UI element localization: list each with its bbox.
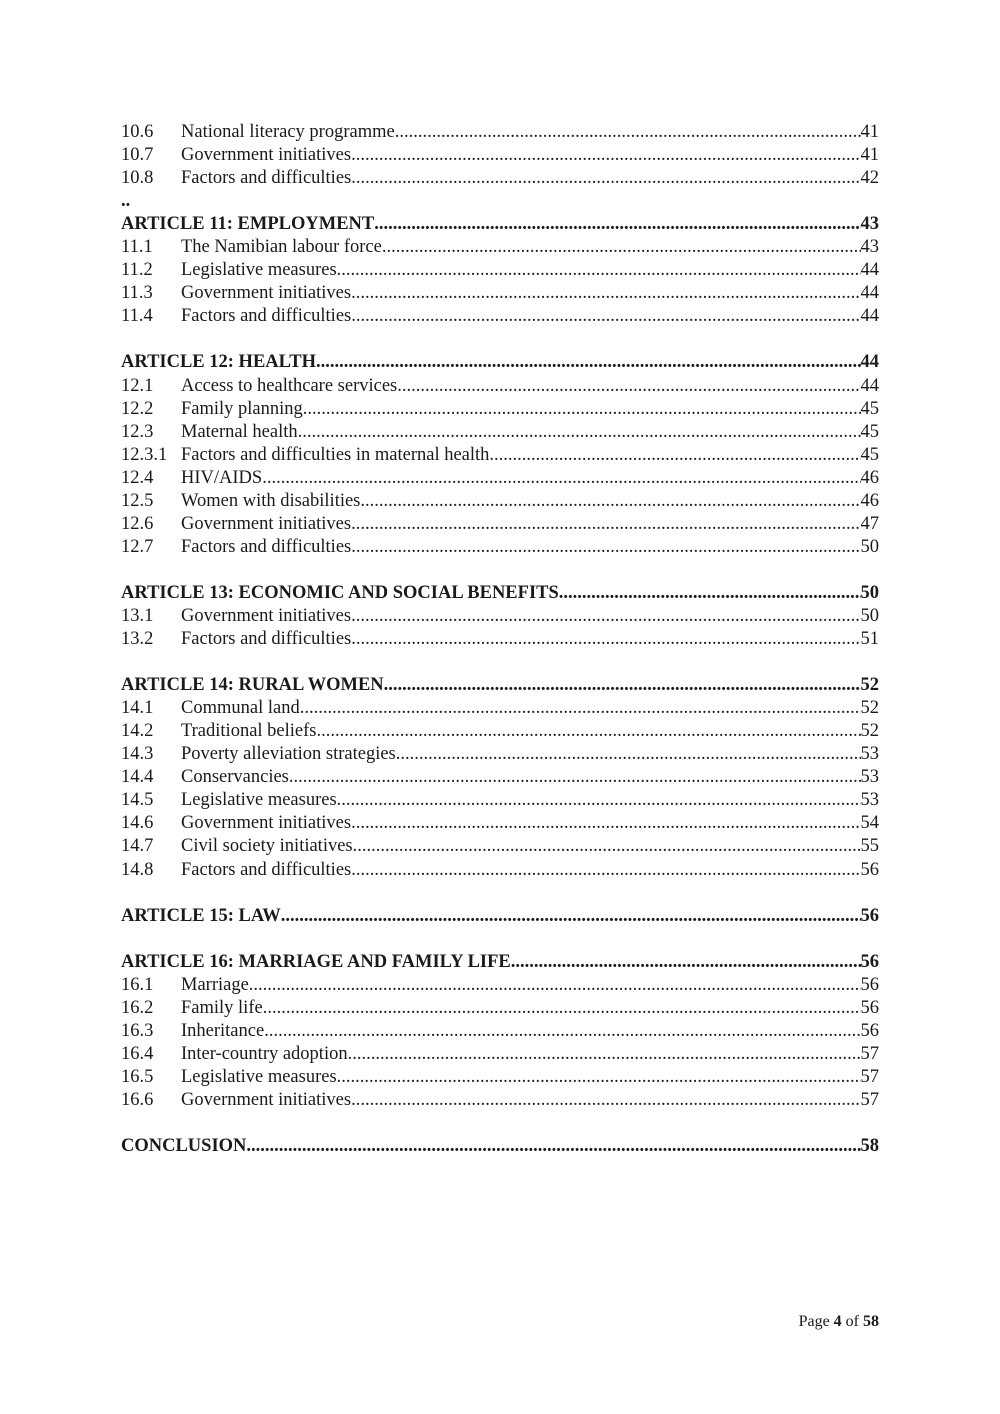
toc-entry-16-4[interactable]: 16.4 Inter-country adoption ..... 57 — [121, 1043, 879, 1066]
toc-entry-14-1[interactable]: 14.1 Communal land ..... 52 — [121, 697, 879, 720]
spacer — [121, 882, 879, 905]
dot-leader — [303, 398, 861, 421]
page-number-footer — [799, 1313, 879, 1331]
dot-leader — [300, 697, 861, 720]
dot-leader — [246, 1135, 860, 1158]
toc-entry-16-3[interactable]: 16.3 Inheritance ..... 56 — [121, 1020, 879, 1043]
dot-leader — [396, 743, 861, 766]
dot-leader — [281, 905, 861, 928]
toc-entry-14-4[interactable]: 14.4 Conservancies ..... 53 — [121, 766, 879, 789]
toc-article-14[interactable]: ARTICLE 14: RURAL WOMEN ..... 52 — [121, 674, 879, 697]
spacer — [121, 928, 879, 951]
spacer — [121, 651, 879, 674]
dot-leader — [351, 812, 860, 835]
dot-leader — [351, 628, 860, 651]
dot-leader — [351, 536, 860, 559]
dot-leader — [351, 282, 860, 305]
toc-entry-10-7[interactable]: 10.7 Government initiatives ..... 41 — [121, 144, 879, 167]
dot-leader — [351, 513, 860, 536]
current-page: 4 — [833, 1313, 842, 1330]
dot-leader — [397, 375, 860, 398]
toc-entry-12-3-1[interactable]: 12.3.1 Factors and difficulties in maternal health ..... 45 — [121, 444, 879, 467]
dot-leader — [360, 490, 860, 513]
toc-entry-13-1[interactable]: 13.1 Government initiatives ..... 50 — [121, 605, 879, 628]
toc-article-12[interactable]: ARTICLE 12: HEALTH ..... 44 — [121, 351, 879, 374]
toc-entry-11-1[interactable]: 11.1 The Namibian labour force ..... 43 — [121, 236, 879, 259]
toc-entry-14-6[interactable]: 14.6 Government initiatives ..... 54 — [121, 812, 879, 835]
dot-leader — [249, 974, 861, 997]
dot-leader — [264, 1020, 860, 1043]
footer-of: of — [845, 1313, 859, 1330]
total-pages: 58 — [863, 1313, 879, 1330]
toc-article-11[interactable]: ARTICLE 11: EMPLOYMENT ..... 43 — [121, 213, 879, 236]
toc-entry-16-2[interactable]: 16.2 Family life ..... 56 — [121, 997, 879, 1020]
toc-entry-14-7[interactable]: 14.7 Civil society initiatives ..... 55 — [121, 835, 879, 858]
dot-leader — [511, 951, 861, 974]
spacer — [121, 559, 879, 582]
toc-entry-10-6[interactable]: 10.6 National literacy programme ..... 41 — [121, 121, 879, 144]
toc-entry-11-3[interactable]: 11.3 Government initiatives ..... 44 — [121, 282, 879, 305]
dot-leader — [337, 259, 861, 282]
toc-entry-11-2[interactable]: 11.2 Legislative measures ..... 44 — [121, 259, 879, 282]
dot-leader — [298, 421, 861, 444]
toc-entry-14-3[interactable]: 14.3 Poverty alleviation strategies ..... 53 — [121, 743, 879, 766]
dot-leader — [263, 997, 861, 1020]
dot-leader — [351, 605, 860, 628]
dot-leader — [489, 444, 860, 467]
toc-entry-16-1[interactable]: 16.1 Marriage ..... 56 — [121, 974, 879, 997]
table-of-contents — [121, 121, 879, 1158]
toc-article-16[interactable]: ARTICLE 16: MARRIAGE AND FAMILY LIFE ..... 56 — [121, 951, 879, 974]
toc-entry-12-1[interactable]: 12.1 Access to healthcare services ..... 44 — [121, 375, 879, 398]
spacer — [121, 1112, 879, 1135]
dot-leader — [337, 789, 861, 812]
toc-entry-12-6[interactable]: 12.6 Government initiatives ..... 47 — [121, 513, 879, 536]
dot-leader — [316, 351, 860, 374]
dot-leader — [374, 213, 860, 236]
stray-dots: .. — [121, 191, 131, 212]
toc-entry-12-3[interactable]: 12.3 Maternal health ..... 45 — [121, 421, 879, 444]
toc-entry-12-4[interactable]: 12.4 HIV/AIDS ..... 46 — [121, 467, 879, 490]
dot-leader — [353, 835, 861, 858]
dot-leader — [337, 1066, 861, 1089]
toc-entry-12-7[interactable]: 12.7 Factors and difficulties ..... 50 — [121, 536, 879, 559]
dot-leader — [351, 305, 860, 328]
toc-entry-16-6[interactable]: 16.6 Government initiatives ..... 57 — [121, 1089, 879, 1112]
toc-entry-12-2[interactable]: 12.2 Family planning ..... 45 — [121, 398, 879, 421]
toc-article-15[interactable]: ARTICLE 15: LAW ..... 56 — [121, 905, 879, 928]
toc-entry-14-2[interactable]: 14.2 Traditional beliefs ..... 52 — [121, 720, 879, 743]
dot-leader — [316, 720, 860, 743]
toc-entry-12-5[interactable]: 12.5 Women with disabilities ..... 46 — [121, 490, 879, 513]
toc-entry-13-2[interactable]: 13.2 Factors and difficulties ..... 51 — [121, 628, 879, 651]
toc-conclusion[interactable]: CONCLUSION ..... 58 — [121, 1135, 879, 1158]
dot-leader — [384, 674, 861, 697]
dot-leader — [348, 1043, 861, 1066]
toc-entry-10-8[interactable]: 10.8 Factors and difficulties ..... 42 — [121, 167, 879, 190]
dot-leader — [559, 582, 861, 605]
toc-article-13[interactable]: ARTICLE 13: ECONOMIC AND SOCIAL BENEFITS ..... 50 — [121, 582, 879, 605]
dot-leader — [351, 144, 860, 167]
dot-leader — [351, 167, 860, 190]
footer-prefix: Page — [798, 1313, 830, 1330]
spacer — [121, 328, 879, 351]
toc-entry-11-4[interactable]: 11.4 Factors and difficulties ..... 44 — [121, 305, 879, 328]
dot-leader — [351, 859, 860, 882]
dot-leader — [382, 236, 861, 259]
dot-leader — [351, 1089, 860, 1112]
toc-entry-16-5[interactable]: 16.5 Legislative measures ..... 57 — [121, 1066, 879, 1089]
dot-leader — [289, 766, 861, 789]
dot-leader — [262, 467, 860, 490]
dot-leader — [395, 121, 861, 144]
toc-entry-14-8[interactable]: 14.8 Factors and difficulties ..... 56 — [121, 859, 879, 882]
toc-entry-14-5[interactable]: 14.5 Legislative measures ..... 53 — [121, 789, 879, 812]
